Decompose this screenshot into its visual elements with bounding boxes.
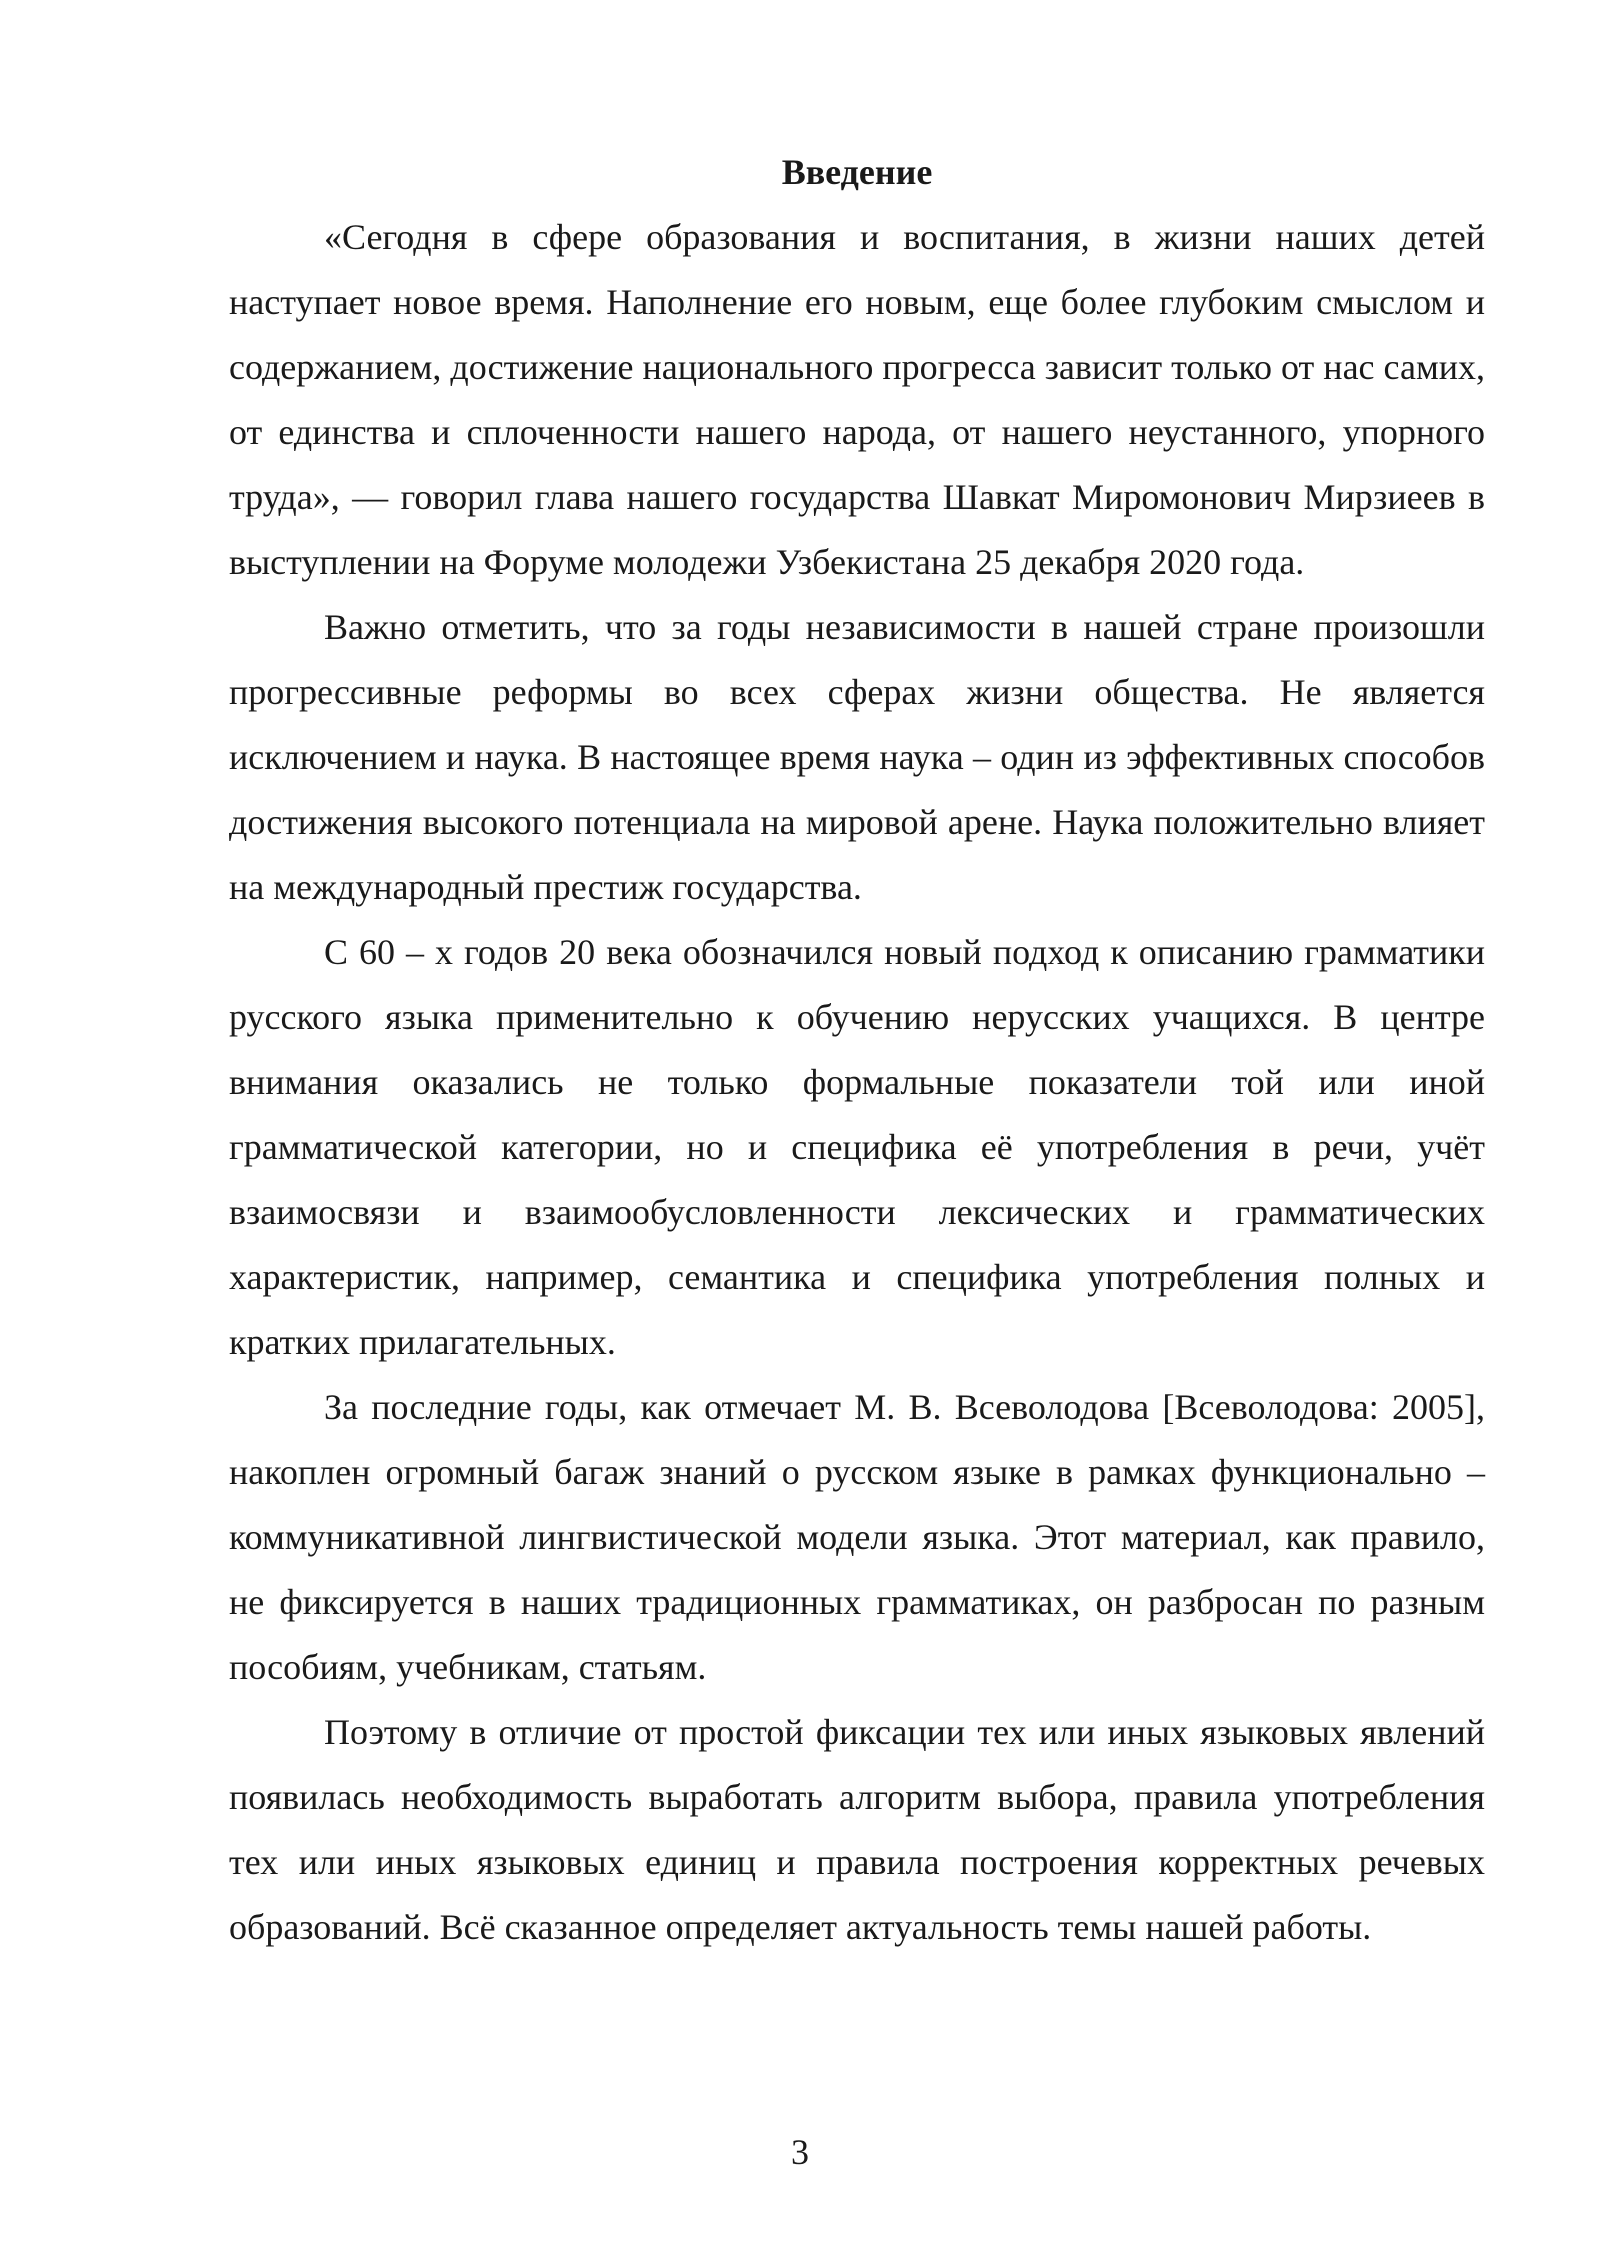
page-number: 3 <box>791 2132 809 2172</box>
paragraph: «Сегодня в сфере образования и воспитания, в жизни наших детей наступает новое время. Наполнение его новым, еще более глубоким смыслом и содержанием, достижение национального прогресса зависит только от нас самих, от единства и сплоченности нашего народа, от нашего неустанного, упорного труда», — говорил глава нашего государства Шавкат Миромонович Мирзиеев в выступлении на Форуме молодежи Узбекистана 25 декабря 2020 года. <box>229 217 1485 582</box>
paragraph: Важно отметить, что за годы независимости в нашей стране произошли прогрессивные реформы во всех сферах жизни общества. Не является исключением и наука. В настоящее время наука – один из эффективных способов достижения высокого потенциала на мировой арене. Наука положительно влияет на международный престиж государства. <box>229 607 1485 907</box>
paragraph: С 60 – х годов 20 века обозначился новый подход к описанию грамматики русского языка применительно к обучению нерусских учащихся. В центре внимания оказались не только формальные показатели той или иной грамматической категории, но и специфика её употребления в речи, учёт взаимосвязи и взаимообусловленности лексических и грамматических характеристик, например, семантика и специфика употребления полных и кратких прилагательных. <box>229 932 1485 1362</box>
page-body <box>229 140 1485 1960</box>
paragraph: За последние годы, как отмечает М. В. Всеволодова [Всеволодова: 2005], накоплен огромный багаж знаний о русском языке в рамках функционально – коммуникативной лингвистической модели языка. Этот материал, как правило, не фиксируется в наших традиционных грамматиках, он разбросан по разным пособиям, учебникам, статьям. <box>229 1387 1485 1687</box>
paragraph: Поэтому в отличие от простой фиксации тех или иных языковых явлений появилась необходимость выработать алгоритм выбора, правила употребления тех или иных языковых единиц и правила построения корректных речевых образований. Всё сказанное определяет актуальность темы нашей работы. <box>229 1712 1485 1947</box>
section-title: Введение <box>781 152 933 192</box>
